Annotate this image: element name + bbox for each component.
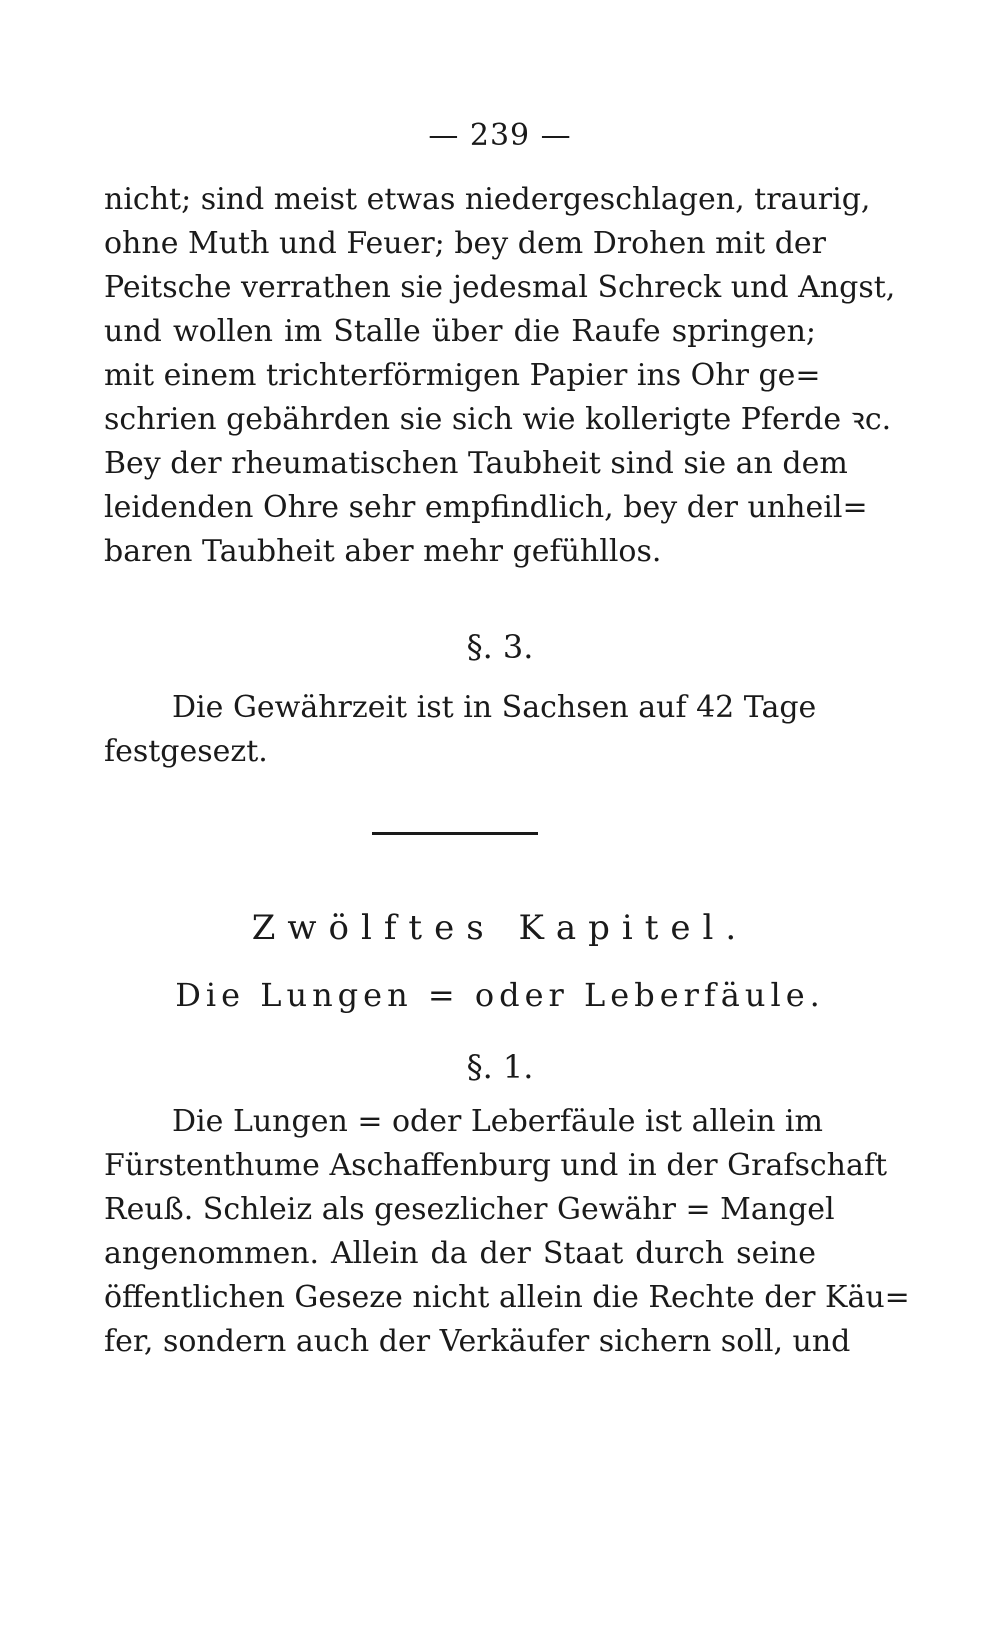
text-line: Die Gewährzeit ist in Sachsen auf 42 Tage [172, 690, 817, 725]
section-mark-1: §. 1. [466, 1048, 534, 1086]
section-divider [372, 832, 538, 835]
text-line: öffentlichen Geseze nicht allein die Rechte der Käu= [104, 1280, 910, 1315]
text-line: schrien gebährden sie sich wie kollerigte Pferde ꝛc. [104, 402, 892, 437]
text-line: ohne Muth und Feuer; bey dem Drohen mit der [104, 226, 827, 261]
text-line: Fürstenthume Aschaffenburg und in der Grafschaft [104, 1148, 888, 1183]
section-mark-3: §. 3. [466, 628, 534, 666]
text-line: leidenden Ohre sehr empfindlich, bey der unheil= [104, 490, 868, 525]
section-3-paragraph [104, 686, 816, 774]
chapter-title: Zwölftes Kapitel. [251, 908, 749, 948]
text-line: Peitsche verrathen sie jedesmal Schreck und Angst, [104, 270, 896, 305]
text-line: Reuß. Schleiz als gesezlicher Gewähr = Mangel [104, 1192, 835, 1227]
chapter-subtitle: Die Lungen = oder Leberfäule. [175, 976, 825, 1014]
text-line: festgesezt. [104, 734, 268, 769]
text-line: mit einem trichterförmigen Papier ins Ohr ge= [104, 358, 821, 393]
text-line: Die Lungen = oder Leberfäule ist allein im [172, 1104, 823, 1139]
text-line: Bey der rheumatischen Taubheit sind sie an dem [104, 446, 848, 481]
text-line: fer, sondern auch der Verkäufer sichern soll, und [104, 1324, 851, 1359]
page-number-header: — 239 — [428, 118, 572, 153]
section-1-paragraph [104, 1100, 910, 1364]
text-line: und wollen im Stalle über die Raufe springen; [104, 314, 816, 349]
text-line: angenommen. Allein da der Staat durch seine [104, 1236, 816, 1271]
text-line: nicht; sind meist etwas niedergeschlagen, traurig, [104, 182, 871, 217]
text-line: baren Taubheit aber mehr gefühllos. [104, 534, 662, 569]
paragraph-continued [104, 178, 896, 574]
